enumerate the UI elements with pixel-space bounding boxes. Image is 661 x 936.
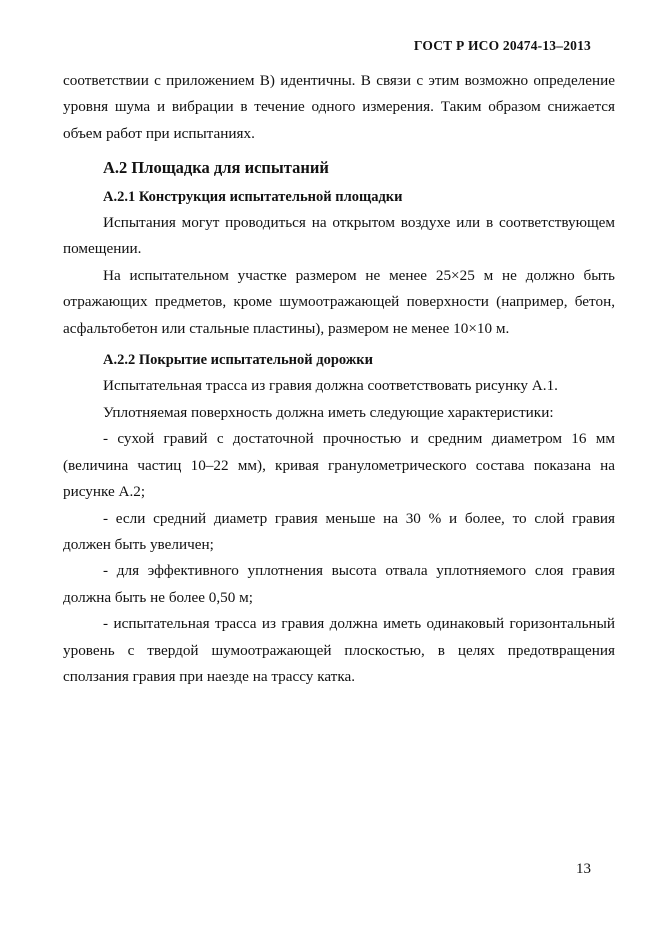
subsection-a22-heading: А.2.2 Покрытие испытательной дорожки: [103, 352, 373, 369]
a21-paragraph-1: Испытания могут проводиться на открытом воздухе или в соответствующем помещении.: [63, 214, 615, 258]
page-content: [63, 68, 615, 690]
subsection-a21-heading: А.2.1 Конструкция испытательной площадки: [103, 188, 403, 205]
a22-list-item-2: - если средний диаметр гравия меньше на 30 % и более, то слой гравия должен быть увеличен;: [63, 509, 615, 553]
a22-list-item-4: - испытательная трасса из гравия должна иметь одинаковый горизонтальный уровень с твердой шумоотражающей плоскостью, в целях предотвращения сползания гравия при наезде на трассу катка.: [63, 615, 615, 685]
page-number: 13: [576, 861, 591, 877]
a21-paragraph-2: На испытательном участке размером не менее 25×25 м не должно быть отражающих предметов, кроме шумоотражающей поверхности (например, бетон, асфальтобетон или стальные пластины), размером не менее 10×10 м.: [63, 266, 615, 337]
a22-list-item-1: - сухой гравий с достаточной прочностью и средним диаметром 16 мм (величина частиц 10–22 мм), кривая гранулометрического состава показана на рисунке А.2;: [63, 430, 615, 501]
section-a2-heading: А.2 Площадка для испытаний: [103, 158, 329, 178]
a22-paragraph-1: Испытательная трасса из гравия должна соответствовать рисунку А.1.: [103, 377, 558, 395]
a22-list-item-3: - для эффективного уплотнения высота отвала уплотняемого слоя гравия должна быть не более 0,50 м;: [63, 562, 615, 606]
document-code-header: ГОСТ Р ИСО 20474-13–2013: [413, 38, 591, 53]
a22-paragraph-2: Уплотняемая поверхность должна иметь следующие характеристики:: [103, 403, 554, 421]
intro-paragraph: соответствии с приложением В) идентичны. В связи с этим возможно определение уровня шума и вибрации в течение одного измерения. Таким образом снижается объем работ при испытаниях.: [63, 72, 615, 142]
